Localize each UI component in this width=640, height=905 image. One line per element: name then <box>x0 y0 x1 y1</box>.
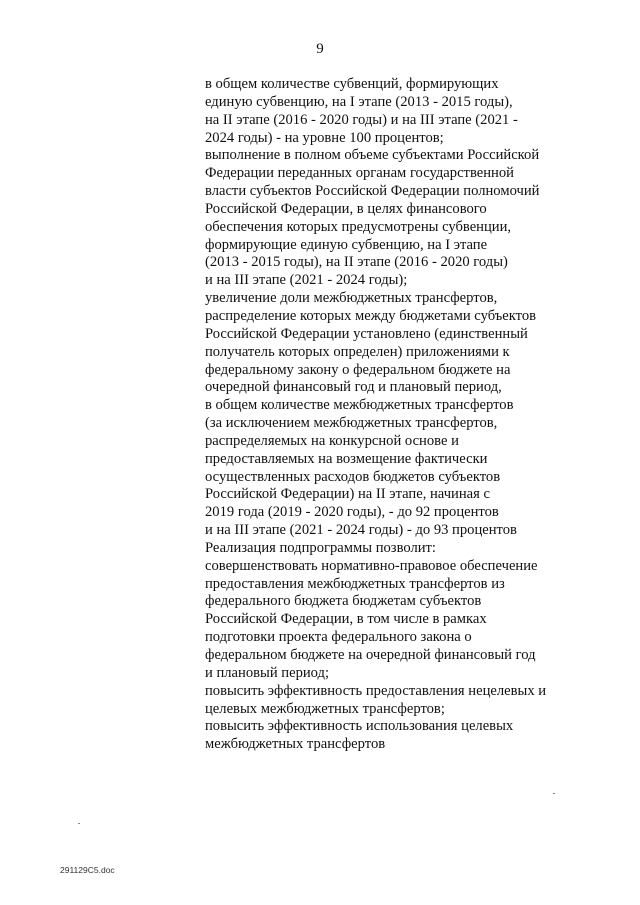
text-line: выполнение в полном объеме субъектами Российской <box>205 147 540 164</box>
text-line: на II этапе (2016 - 2020 годы) и на III этапе (2021 - <box>205 111 518 128</box>
text-line: федеральном бюджете на очередной финансовый год <box>205 647 536 663</box>
text-line: предоставления межбюджетных трансфертов из <box>205 575 505 592</box>
text-line: Российской Федерации установлено (единственный <box>205 325 528 342</box>
text-line: Российской Федерации, в том числе в рамках <box>205 611 487 628</box>
text-line: распределяемых на конкурсной основе и <box>205 432 459 449</box>
text-line: увеличение доли межбюджетных трансфертов, <box>205 290 498 307</box>
text-line: 2019 года (2019 - 2020 годы), - до 92 процентов <box>205 504 499 521</box>
text-line: Федерации переданных органам государственной <box>205 165 514 182</box>
text-line: Реализация подпрограммы позволит: <box>205 539 436 556</box>
scan-speck <box>78 823 80 824</box>
text-line: Российской Федерации, в целях финансового <box>205 200 487 217</box>
text-line: повысить эффективность использования целевых <box>205 718 514 735</box>
text-line: межбюджетных трансфертов <box>205 736 386 753</box>
scan-speck <box>553 793 555 794</box>
text-line: в общем количестве субвенций, формирующих <box>205 76 499 92</box>
text-line: Российской Федерации) на II этапе, начиная с <box>205 486 490 503</box>
text-line: и на III этапе (2021 - 2024 годы) - до 93 процентов <box>205 522 517 539</box>
text-line: формирующие единую субвенцию, на I этапе <box>205 236 488 253</box>
text-line: повысить эффективность предоставления нецелевых и <box>205 682 547 699</box>
footer-filename: 291129С5.doc <box>60 865 115 875</box>
text-line: распределение которых между бюджетами субъектов <box>205 307 537 324</box>
text-line: единую субвенцию, на I этапе (2013 - 2015 годы), <box>205 93 513 110</box>
text-line: и плановый период; <box>205 664 330 681</box>
text-line: обеспечения которых предусмотрены субвенции, <box>205 218 512 235</box>
text-line: (за исключением межбюджетных трансфертов, <box>205 415 498 432</box>
text-line: федерального бюджета бюджетам субъектов <box>205 593 482 610</box>
text-line: совершенствовать нормативно-правовое обеспечение <box>205 557 538 574</box>
text-line: власти субъектов Российской Федерации полномочий <box>205 183 540 200</box>
text-line: предоставляемых на возмещение фактически <box>205 450 488 467</box>
text-line: 2024 годы) - на уровне 100 процентов; <box>205 129 444 146</box>
text-line: осуществленных расходов бюджетов субъектов <box>205 468 501 485</box>
text-line: получатель которых определен) приложениями к <box>205 343 510 360</box>
document-body <box>205 76 585 754</box>
text-line: федеральному закону о федеральном бюджете на <box>205 361 511 378</box>
text-line: и на III этапе (2021 - 2024 годы); <box>205 272 408 289</box>
text-line: целевых межбюджетных трансфертов; <box>205 700 445 717</box>
text-line: (2013 - 2015 годы), на II этапе (2016 - 2020 годы) <box>205 254 508 271</box>
text-line: подготовки проекта федерального закона о <box>205 629 472 646</box>
text-line: очередной финансовый год и плановый период, <box>205 379 502 396</box>
text-line: в общем количестве межбюджетных трансфертов <box>205 397 514 414</box>
page-number: 9 <box>316 41 324 57</box>
